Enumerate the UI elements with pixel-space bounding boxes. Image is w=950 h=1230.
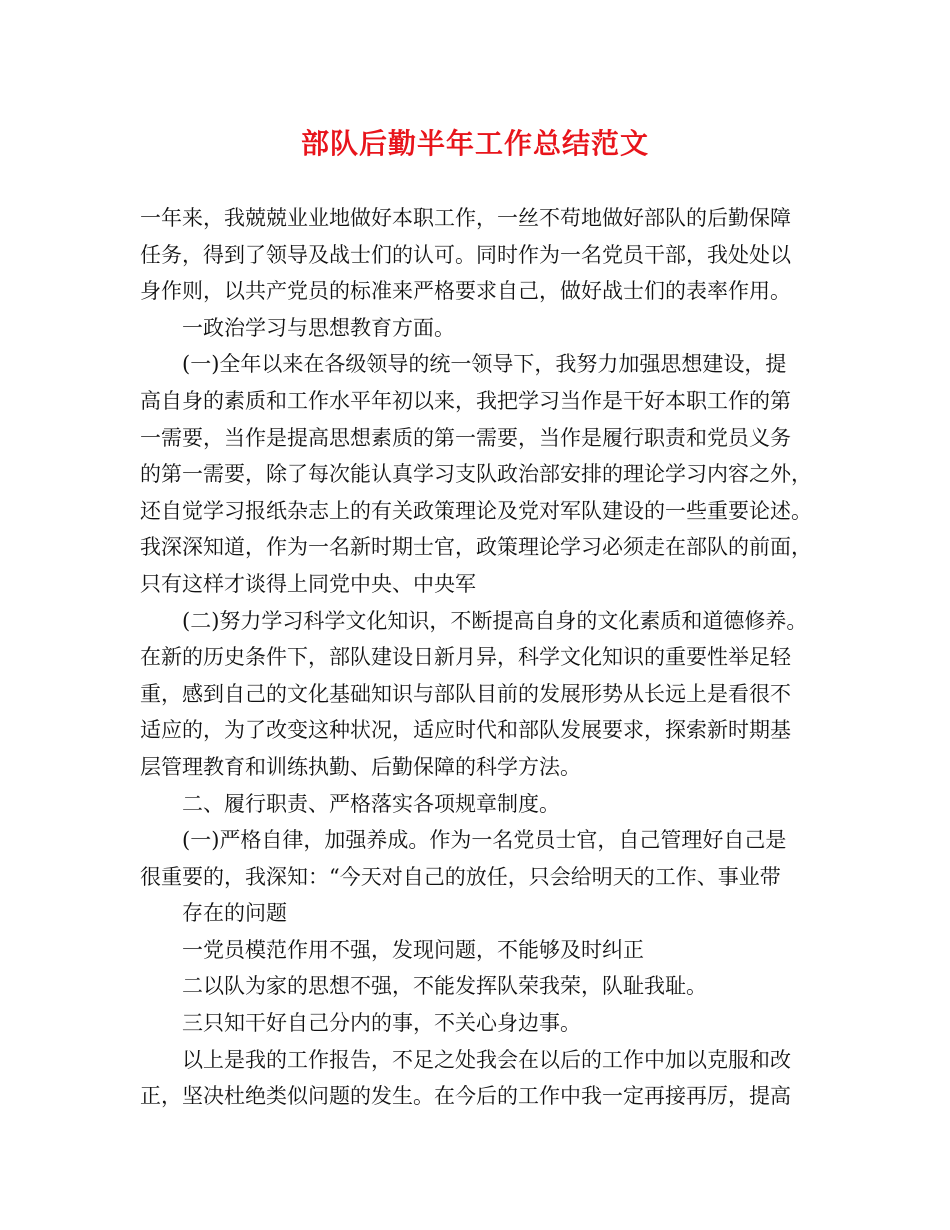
- paragraph-line: 在新的历史条件下，部队建设日新月异，科学文化知识的重要性举足轻: [140, 645, 791, 670]
- paragraph-line: 正，坚决杜绝类似问题的发生。在今后的工作中我一定再接再厉，提高: [140, 1084, 791, 1109]
- paragraph-line: 还自觉学习报纸杂志上的有关政策理论及党对军队建设的一些重要论述。: [140, 498, 812, 523]
- paragraph-line: 只有这样才谈得上同党中央、中央军: [140, 571, 476, 596]
- paragraph-line: 的第一需要，除了每次能认真学习支队政治部安排的理论学习内容之外，: [140, 462, 812, 487]
- document-title: 部队后勤半年工作总结范文: [300, 127, 649, 160]
- paragraph-line: 以上是我的工作报告，不足之处我会在以后的工作中加以克服和改: [182, 1047, 791, 1072]
- paragraph-line: 很重要的，我深知：“今天对自己的放任，只会给明天的工作、事业带: [140, 864, 781, 889]
- paragraph-line: 我深深知道，作为一名新时期士官，政策理论学习必须走在部队的前面，: [140, 535, 812, 560]
- paragraph-line: 重，感到自己的文化基础知识与部队目前的发展形势从长远上是看很不: [140, 681, 791, 706]
- paragraph-line: 一党员模范作用不强，发现问题，不能够及时纠正: [182, 937, 644, 962]
- paragraph-line: 一需要，当作是提高思想素质的第一需要，当作是履行职责和党员义务: [140, 425, 791, 450]
- paragraph-line: (一)全年以来在各级领导的统一领导下，我努力加强思想建设，提: [182, 352, 787, 377]
- paragraph-line: 存在的问题: [182, 901, 287, 926]
- paragraph-line: (一)严格自律，加强养成。作为一名党员士官，自己管理好自己是: [182, 828, 787, 853]
- paragraph-line: 适应的，为了改变这种状况，适应时代和部队发展要求，探索新时期基: [140, 718, 791, 743]
- paragraph-line: 任务，得到了领导及战士们的认可。同时作为一名党员干部，我处处以: [140, 242, 791, 267]
- paragraph-line: 身作则，以共产党员的标准来严格要求自己，做好战士们的表率作用。: [140, 279, 791, 304]
- paragraph-line: 二以队为家的思想不强，不能发挥队荣我荣，队耻我耻。: [182, 974, 707, 999]
- paragraph-line: 一年来，我兢兢业业地做好本职工作，一丝不苟地做好部队的后勤保障: [140, 206, 791, 230]
- paragraph-line: 高自身的素质和工作水平年初以来，我把学习当作是干好本职工作的第: [140, 388, 791, 413]
- paragraph-line: 二、履行职责、严格落实各项规章制度。: [182, 791, 560, 816]
- paragraph-line: 三只知干好自己分内的事，不关心身边事。: [182, 1011, 581, 1036]
- paragraph-line: 一政治学习与思想教育方面。: [182, 315, 455, 340]
- document-body: [140, 200, 820, 1115]
- paragraph-line: (二)努力学习科学文化知识，不断提高自身的文化素质和道德修养。: [182, 608, 808, 633]
- paragraph-line: 层管理教育和训练执勤、后勤保障的科学方法。: [140, 754, 581, 779]
